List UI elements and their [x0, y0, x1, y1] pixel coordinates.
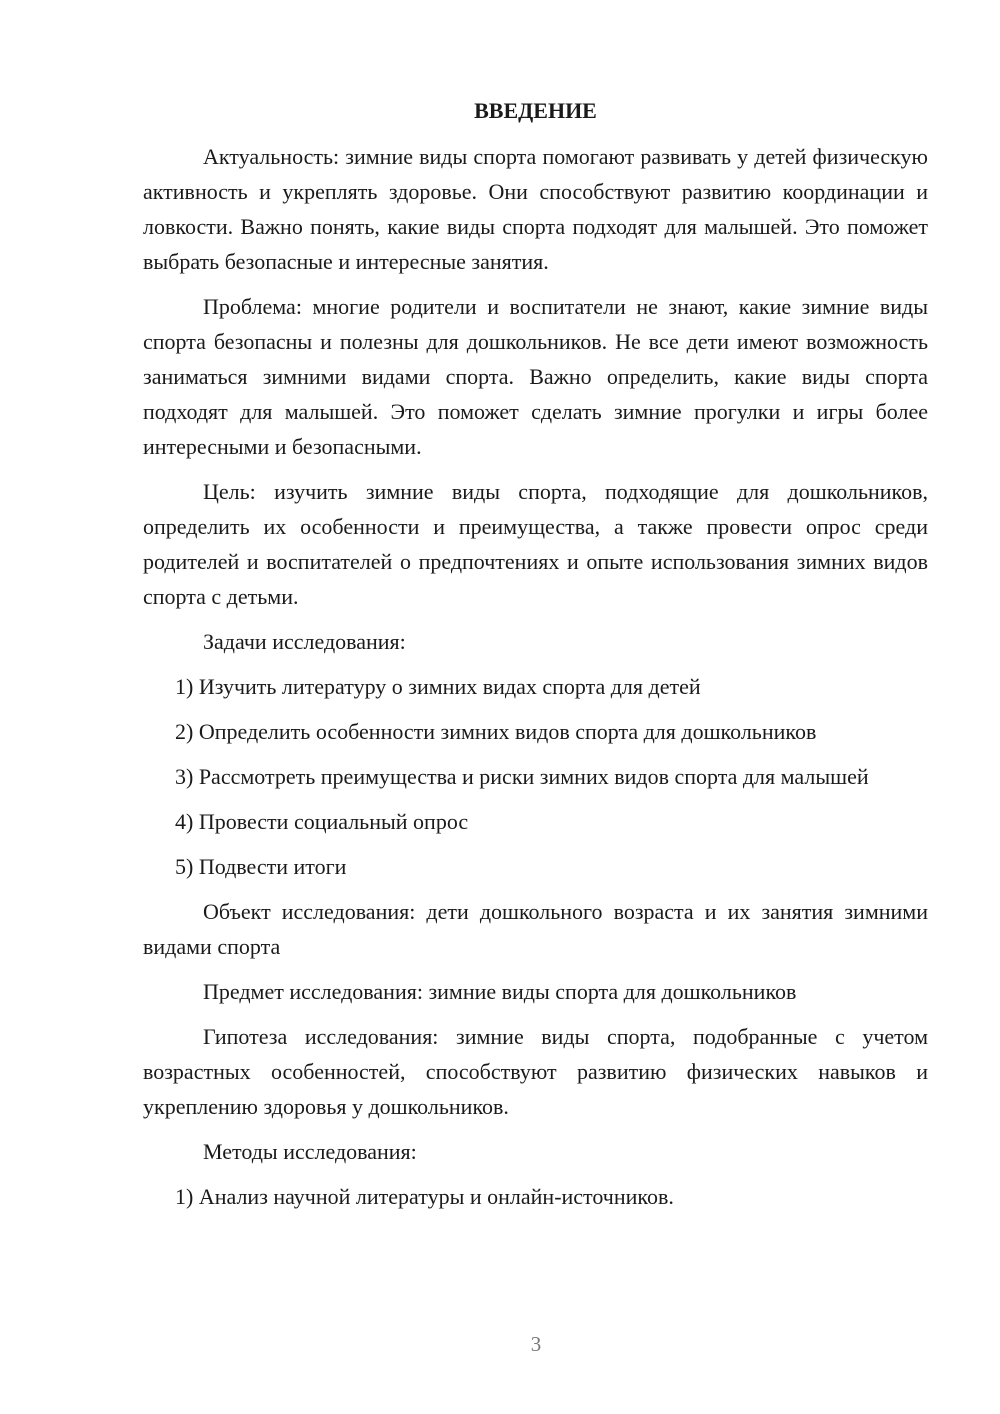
task-item: 4) Провести социальный опрос	[175, 809, 469, 834]
subject-paragraph: Предмет исследования: зимние виды спорта для дошкольников	[203, 979, 797, 1004]
page-number: 3	[530, 1332, 542, 1356]
goal-paragraph: Цель: изучить зимние виды спорта, подходящие для дошкольников, определить их особенности и преимущества, а также провести опрос среди родителей и воспитателей о предпочтениях и опыте использования зимних видов спорта с детьми.	[143, 479, 928, 609]
object-paragraph: Объект исследования: дети дошкольного возраста и их занятия зимними видами спорта	[143, 899, 928, 959]
section-title: ВВЕДЕНИЕ	[474, 98, 597, 123]
problem-paragraph: Проблема: многие родители и воспитатели не знают, какие зимние виды спорта безопасны и полезны для дошкольников. Не все дети имеют возможность заниматься зимними видами спорта. Важно определить, какие виды спорта подходят для малышей. Это поможет сделать зимние прогулки и игры более интересными и безопасными.	[143, 294, 928, 459]
task-item: 1) Изучить литературу о зимних видах спорта для детей	[175, 674, 701, 699]
page-content	[143, 96, 928, 1224]
task-item: 3) Рассмотреть преимущества и риски зимних видов спорта для малышей	[175, 764, 869, 789]
task-item: 5) Подвести итоги	[175, 854, 347, 879]
relevance-paragraph: Актуальность: зимние виды спорта помогают развивать у детей физическую активность и укреплять здоровье. Они способствуют развитию координации и ловкости. Важно понять, какие виды спорта подходят для малышей. Это поможет выбрать безопасные и интересные занятия.	[143, 144, 928, 274]
task-item: 2) Определить особенности зимних видов спорта для дошкольников	[175, 719, 817, 744]
method-item: 1) Анализ научной литературы и онлайн-источников.	[175, 1184, 674, 1209]
tasks-heading: Задачи исследования:	[203, 629, 406, 654]
methods-heading: Методы исследования:	[203, 1139, 417, 1164]
hypothesis-paragraph: Гипотеза исследования: зимние виды спорта, подобранные с учетом возрастных особенностей, способствуют развитию физических навыков и укреплению здоровья у дошкольников.	[143, 1024, 928, 1119]
